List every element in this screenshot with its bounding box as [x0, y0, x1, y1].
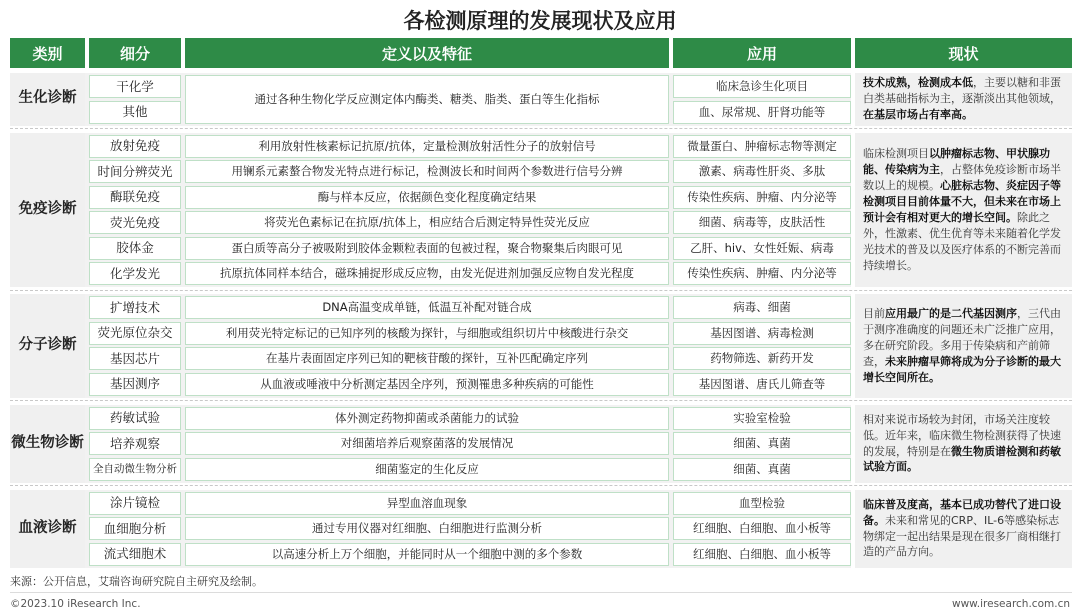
- status-cell: [855, 73, 1072, 126]
- subcategory-cell: 荧光原位杂交: [89, 322, 181, 345]
- subcategory-cell: 基因测序: [89, 373, 181, 396]
- source-note: 来源：公开信息，艾瑞咨询研究院自主研究及绘制。: [10, 575, 263, 588]
- status-segment: 除此之外，性激素、优生优育等未来随着化学发光技术的普及以及医疗体系的不断完善而持续增长。: [863, 210, 1061, 272]
- application-cell: 激素、病毒性肝炎、多肽: [673, 160, 851, 183]
- definition-cell: 利用荧光特定标记的已知序列的核酸为探针，与细胞或组织切片中核酸进行杂交: [185, 322, 669, 345]
- application-cell: 传染性疾病、肿瘤、内分泌等: [673, 186, 851, 209]
- subcategory-cell: 涂片镜检: [89, 492, 181, 515]
- definition-cell: 通过各种生物化学反应测定体内酶类、糖类、脂类、蛋白等生化指标: [185, 75, 669, 124]
- status-highlight: 微生物质谱检测和药敏试验方面。: [863, 444, 1061, 474]
- subcategory-cell: 流式细胞术: [89, 543, 181, 566]
- category-cell: 微生物诊断: [10, 405, 85, 483]
- subcategory-cell: 干化学: [89, 75, 181, 98]
- status-segment: 未来和常见的CRP、IL-6等感染标志物绑定一起出结果是现在很多厂商相继打造的产品方向。: [863, 513, 1061, 559]
- subcategory-cell: 时间分辨荧光: [89, 160, 181, 183]
- category-cell: 血液诊断: [10, 490, 85, 568]
- category-cell: 免疫诊断: [10, 133, 85, 288]
- application-cell: 基因图谱、病毒检测: [673, 322, 851, 345]
- subcategory-cell: 放射免疫: [89, 135, 181, 158]
- definition-cell: 从血液或唾液中分析测定基因全序列，预测罹患多种疾病的可能性: [185, 373, 669, 396]
- page-title: 各检测原理的发展现状及应用: [403, 9, 677, 33]
- status-text: [863, 146, 1064, 274]
- status-highlight: 心脏标志物、炎症因子等检测项目目前体量不大，但未来在市场上预计会有相对更大的增长空间。: [863, 178, 1061, 224]
- status-segment: ，占整体免疫诊断市场半数以上的规模。: [863, 162, 1061, 192]
- group-separator: [10, 400, 1072, 401]
- copyright: ©2023.10 iResearch Inc.: [10, 598, 141, 610]
- subcategory-cell: 全自动微生物分析: [89, 458, 181, 481]
- definition-cell: 通过专用仪器对红细胞、白细胞进行监测分析: [185, 517, 669, 540]
- definition-cell: 用镧系元素螯合物发光特点进行标记，检测波长和时间两个参数进行信号分辨: [185, 160, 669, 183]
- application-cell: 红细胞、白细胞、血小板等: [673, 543, 851, 566]
- subcategory-cell: 基因芯片: [89, 347, 181, 370]
- header-category: 类别: [10, 38, 85, 68]
- application-cell: 微量蛋白、肿瘤标志物等测定: [673, 135, 851, 158]
- definition-cell: 抗原抗体同样本结合，磁珠捕捉形成反应物，由发光促进剂加强反应物自发光程度: [185, 262, 669, 285]
- subcategory-cell: 酶联免疫: [89, 186, 181, 209]
- status-cell: [855, 294, 1072, 398]
- subcategory-cell: 扩增技术: [89, 296, 181, 319]
- definition-cell: DNA高温变成单链，低温互补配对链合成: [185, 296, 669, 319]
- subcategory-cell: 其他: [89, 101, 181, 124]
- definition-cell: 对细菌培养后观察菌落的发展情况: [185, 432, 669, 455]
- definition-cell: 以高速分析上万个细胞，并能同时从一个细胞中测的多个参数: [185, 543, 669, 566]
- status-segment: ，主要以糖和非蛋白类基础指标为主，逐渐淡出其他领域，: [863, 76, 1061, 106]
- application-cell: 病毒、细菌: [673, 296, 851, 319]
- category-cell: 生化诊断: [10, 73, 85, 126]
- subcategory-cell: 培养观察: [89, 432, 181, 455]
- status-cell: [855, 133, 1072, 288]
- application-cell: 细菌、病毒等，皮肤活性: [673, 211, 851, 234]
- status-segment: 目前: [863, 306, 885, 320]
- subcategory-cell: 血细胞分析: [89, 517, 181, 540]
- subcategory-cell: 化学发光: [89, 262, 181, 285]
- group-separator: [10, 485, 1072, 486]
- header-status: 现状: [855, 38, 1072, 68]
- application-cell: 血型检验: [673, 492, 851, 515]
- status-text: [863, 412, 1064, 476]
- header-definition: 定义以及特征: [185, 38, 669, 68]
- status-text: [863, 75, 1064, 123]
- application-cell: 药物筛选、新药开发: [673, 347, 851, 370]
- category-cell: 分子诊断: [10, 294, 85, 398]
- status-highlight: 在基层市场占有率高。: [863, 108, 973, 122]
- subcategory-cell: 胶体金: [89, 237, 181, 260]
- definition-cell: 细菌鉴定的生化反应: [185, 458, 669, 481]
- website: www.iresearch.com.cn: [951, 598, 1070, 610]
- status-cell: [855, 405, 1072, 483]
- status-cell: [855, 490, 1072, 568]
- subcategory-cell: 药敏试验: [89, 407, 181, 430]
- definition-cell: 异型血溶血现象: [185, 492, 669, 515]
- group-separator: [10, 290, 1072, 291]
- header-subcategory: 细分: [89, 38, 181, 68]
- definition-cell: 蛋白质等高分子被吸附到胶体金颗粒表面的包被过程，聚合物聚集后肉眼可见: [185, 237, 669, 260]
- application-cell: 细菌、真菌: [673, 432, 851, 455]
- application-cell: 传染性疾病、肿瘤、内分泌等: [673, 262, 851, 285]
- definition-cell: 在基片表面固定序列已知的靶核苷酸的探针，互补匹配确定序列: [185, 347, 669, 370]
- application-cell: 实验室检验: [673, 407, 851, 430]
- application-cell: 临床急诊生化项目: [673, 75, 851, 98]
- definition-cell: 体外测定药物抑菌或杀菌能力的试验: [185, 407, 669, 430]
- definition-cell: 酶与样本反应，依据颜色变化程度确定结果: [185, 186, 669, 209]
- group-separator: [10, 128, 1072, 129]
- status-segment: ，三代由于测序准确度的问题还未广泛推广应用，多在研究阶段。多用于传染病和产前筛查，: [863, 306, 1061, 368]
- application-cell: 血、尿常规、肝肾功能等: [673, 101, 851, 124]
- status-segment: 临床检测项目: [863, 147, 929, 160]
- status-segment: 相对来说市场较为封闭，市场关注度较低。近年来，临床微生物检测获得了快速的发展，特别是在: [863, 412, 1061, 458]
- status-text: [863, 497, 1064, 561]
- status-highlight: 未来肿瘤早筛将成为分子诊断的最大增长空间所在。: [863, 354, 1061, 384]
- status-highlight: 以肿瘤标志物、甲状腺功能、传染病为主: [863, 147, 1050, 176]
- status-highlight: 技术成熟，检测成本低: [863, 76, 973, 90]
- footer-divider: [10, 592, 1072, 593]
- application-cell: 基因图谱、唐氏儿筛查等: [673, 373, 851, 396]
- application-cell: 乙肝、hiv、女性妊娠、病毒: [673, 237, 851, 260]
- definition-cell: 利用放射性核素标记抗原/抗体，定量检测放射活性分子的放射信号: [185, 135, 669, 158]
- subcategory-cell: 荧光免疫: [89, 211, 181, 234]
- status-highlight: 临床普及度高，基本已成功替代了进口设备。: [863, 497, 1061, 527]
- application-cell: 细菌、真菌: [673, 458, 851, 481]
- definition-cell: 将荧光色素标记在抗原/抗体上，相应结合后测定特异性荧光反应: [185, 211, 669, 234]
- status-text: [863, 306, 1064, 386]
- status-highlight: 应用最广的是二代基因测序: [885, 306, 1017, 320]
- header-application: 应用: [673, 38, 851, 68]
- application-cell: 红细胞、白细胞、血小板等: [673, 517, 851, 540]
